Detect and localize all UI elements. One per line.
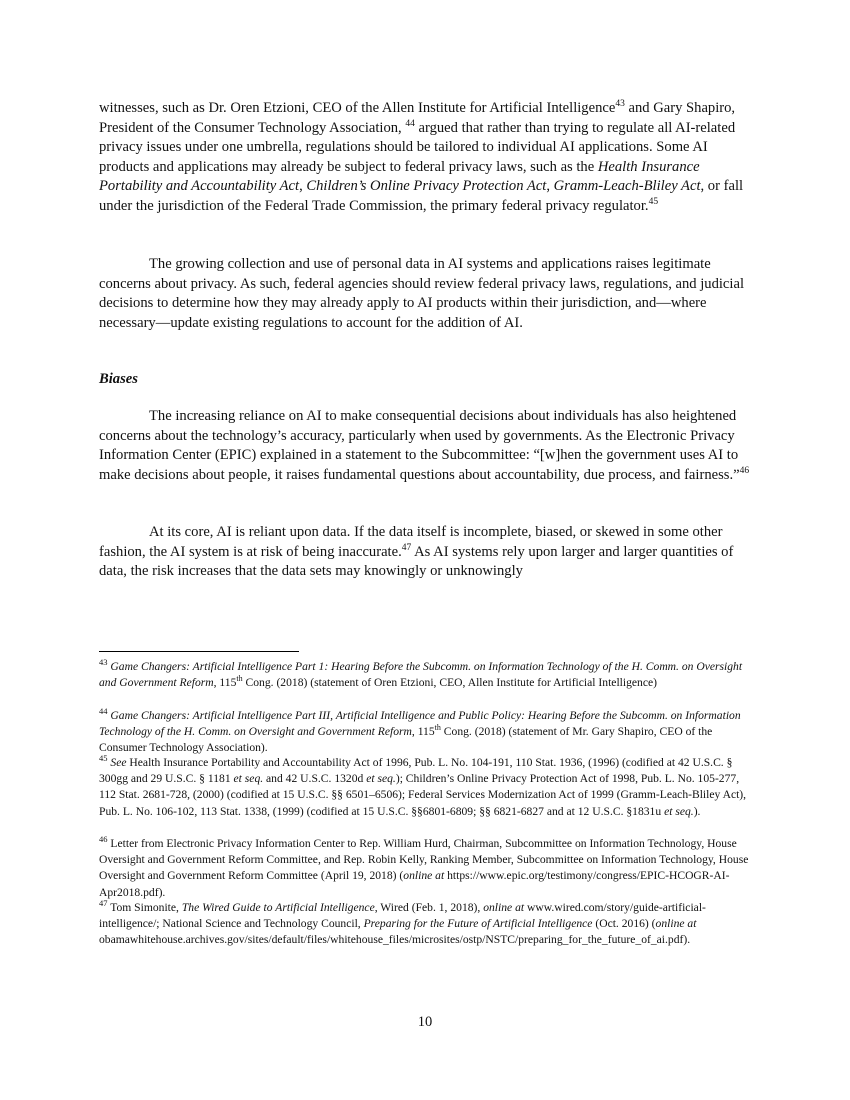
footnote-ref-45[interactable]: 45 — [648, 196, 659, 207]
paragraph-privacy-witnesses: witnesses, such as Dr. Oren Etzioni, CEO of the Allen Institute for Artificial Intelligence$^{43}$ and Gary Shapiro, President of the Consumer Technology Association, $^{44}$ argued that rather than trying to regulate all AI-related privacy issues under one umbrella, regulations should be tailored to individual AI applications. Some AI products and applications may already be subject to federal privacy laws, such as the Health Insurance Portability and Accountability Act, Children’s Online Privacy Protection Act, Gramm-Leach-Bliley Act, or fall under the jurisdiction of the Federal Trade Commission, the primary federal privacy regulator.$^{45}$ — [99, 99, 744, 214]
footnote-44: $^{44}$ Game Changers: Artificial Intelligence Part III, Artificial Intelligence and Public Policy: Hearing Before the Subcomm. on Information Technology of the H. Comm. on Oversight and Government Reform, 115th Cong. (2018) (statement of Mr. Gary Shapiro, CEO of the Consumer Technology Association). — [99, 706, 741, 755]
footnote-ref-43[interactable]: 43 — [615, 99, 625, 110]
section-heading-biases: Biases — [99, 371, 138, 387]
footnote-46: $^{46}$ Letter from Electronic Privacy Information Center to Rep. William Hurd, Chairman, Subcommittee on Information Technology, House Oversight and Government Reform Committee, and Rep. Robin Kelly, Ranking Member, Subcommittee on Information Technology, House Oversight and Government Reform Committee (April 19, 2018) (online at https://www.epic.org/testimony/congress/EPIC-HCOGR-AI-Apr2018.pdf). — [99, 834, 749, 899]
footnote-ref-47[interactable]: 47 — [401, 542, 412, 553]
footnote-ref-46[interactable]: 46 — [739, 465, 750, 476]
footnote-ref-44[interactable]: 44 — [405, 118, 415, 129]
footnote-43: $^{43}$ Game Changers: Artificial Intelligence Part 1: Hearing Before the Subcomm. on Information Technology of the H. Comm. on Oversight and Government Reform, 115th Cong. (2018) (statement of Oren Etzioni, CEO, Allen Institute for Artificial Intelligence) — [99, 657, 743, 690]
paragraph-privacy-concerns: The growing collection and use of personal data in AI systems and applications raises legitimate concerns about privacy. As such, federal agencies should review federal privacy laws, regulations, and judicial decisions to determine how they may already apply to AI products within their jurisdiction, and—where necessary—update existing regulations to account for the addition of AI. — [99, 256, 744, 331]
footnote-separator — [99, 651, 299, 652]
footnote-45: $^{45}$ See Health Insurance Portability and Accountability Act of 1996, Pub. L. No. 104-191, 110 Stat. 1936, (1996) (codified at 42 U.S.C. § 300gg and 29 U.S.C. § 1181 et seq. and 42 U.S.C. 1320d et seq.); Children’s Online Privacy Protection Act of 1998, Pub. L. No. 105-277, 112 Stat. 2681-728, (2000) (codified at 15 U.S.C. §§ 6501–6506); Federal Services Modernization Act of 1999 (Gramm-Leach-Bliley Act), Pub. L. No. 106-102, 113 Stat. 1338, (1999) (codified at 15 U.S.C. §§6801-6809; §§ 6821-6827 and at 12 U.S.C. §1831u et seq.). — [99, 753, 747, 818]
paragraph-biases-reliance: The increasing reliance on AI to make consequential decisions about individuals has also heightened concerns about the technology’s accuracy, particularly when used by governments. As the Electronic Privacy Information Center (EPIC) explained in a statement to the Subcommittee: “[w]hen the government uses AI to make decisions about people, it raises fundamental questions about accountability, due process, and fairness.”$^{46}$ — [99, 408, 750, 483]
footnote-47: $^{47}$ Tom Simonite, The Wired Guide to Artificial Intelligence, Wired (Feb. 1, 2018), online at www.wired.com/story/guide-artificial-intelligence/; National Science and Technology Council, Preparing for the Future of Artificial Intelligence (Oct. 2016) (online at obamawhitehouse.archives.gov/sites/default/files/whitehouse_files/microsites/ostp/NSTC/preparing_for_the_future_of_ai.pdf). — [99, 898, 706, 947]
paragraph-data-reliance: At its core, AI is reliant upon data. If the data itself is incomplete, biased, or skewed in some other fashion, the AI system is at risk of being inaccurate.$^{47}$ As AI systems rely upon larger and larger quantities of data, the risk increases that the data sets may knowingly or unknowingly — [99, 524, 734, 579]
page-number: 10 — [417, 1014, 433, 1030]
